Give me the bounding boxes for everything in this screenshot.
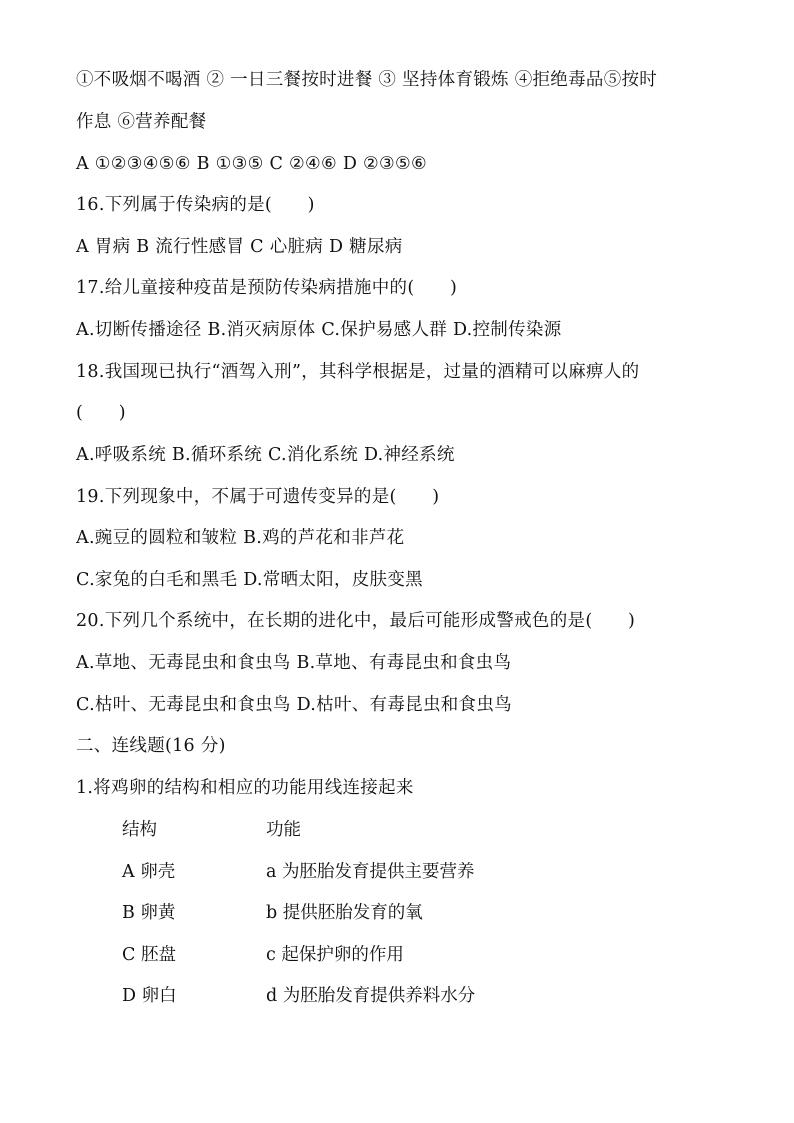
question-18-stem: 18.我国现已执行“酒驾入刑”，其科学根据是，过量的酒精可以麻痹人的 xyxy=(76,362,640,382)
section-heading: 二、连线题(16 分) xyxy=(76,736,226,756)
question-15-options-text-1: ①不吸烟不喝酒 ② 一日三餐按时进餐 ③ 坚持体育锻炼 ④拒绝毒品⑤按时 xyxy=(76,70,658,90)
matching-function-item: c 起保护卵的作用 xyxy=(266,945,404,965)
matching-structure-item: B 卵黄 xyxy=(122,903,176,923)
matching-function-item: a 为胚胎发育提供主要营养 xyxy=(266,862,475,882)
question-19-stem: 19.下列现象中，不属于可遗传变异的是( ) xyxy=(76,487,440,507)
question-18-choices: A.呼吸系统 B.循环系统 C.消化系统 D.神经系统 xyxy=(76,445,455,465)
matching-function-item: b 提供胚胎发育的氧 xyxy=(266,903,423,923)
matching-function-item: d 为胚胎发育提供养料水分 xyxy=(266,986,476,1006)
matching-structure-item: C 胚盘 xyxy=(122,945,176,965)
matching-instruction: 1.将鸡卵的结构和相应的功能用线连接起来 xyxy=(76,778,414,798)
matching-structure-item: D 卵白 xyxy=(122,986,177,1006)
question-16-stem: 16.下列属于传染病的是( ) xyxy=(76,195,315,215)
matching-header-function: 功能 xyxy=(266,820,301,840)
question-18-stem-cont: ( ) xyxy=(76,403,126,423)
matching-structure-item: A 卵壳 xyxy=(122,862,176,882)
question-20-stem: 20.下列几个系统中，在长期的进化中，最后可能形成警戒色的是( ) xyxy=(76,611,636,631)
matching-header-structure: 结构 xyxy=(122,820,157,840)
question-17-choices: A.切断传播途径 B.消灭病原体 C.保护易感人群 D.控制传染源 xyxy=(76,320,562,340)
question-20-choices-cd: C.枯叶、无毒昆虫和食虫鸟 D.枯叶、有毒昆虫和食虫鸟 xyxy=(76,695,512,715)
question-15-choices: A ①②③④⑤⑥ B ①③⑤ C ②④⑥ D ②③⑤⑥ xyxy=(76,154,427,174)
question-16-choices: A 胃病 B 流行性感冒 C 心脏病 D 糖尿病 xyxy=(76,237,403,257)
question-17-stem: 17.给儿童接种疫苗是预防传染病措施中的( ) xyxy=(76,278,458,298)
question-20-choices-ab: A.草地、无毒昆虫和食虫鸟 B.草地、有毒昆虫和食虫鸟 xyxy=(76,653,512,673)
question-19-choices-cd: C.家兔的白毛和黑毛 D.常晒太阳，皮肤变黑 xyxy=(76,570,423,590)
question-15-options-text-2: 作息 ⑥营养配餐 xyxy=(76,112,207,132)
question-19-choices-ab: A.豌豆的圆粒和皱粒 B.鸡的芦花和非芦花 xyxy=(76,528,405,548)
